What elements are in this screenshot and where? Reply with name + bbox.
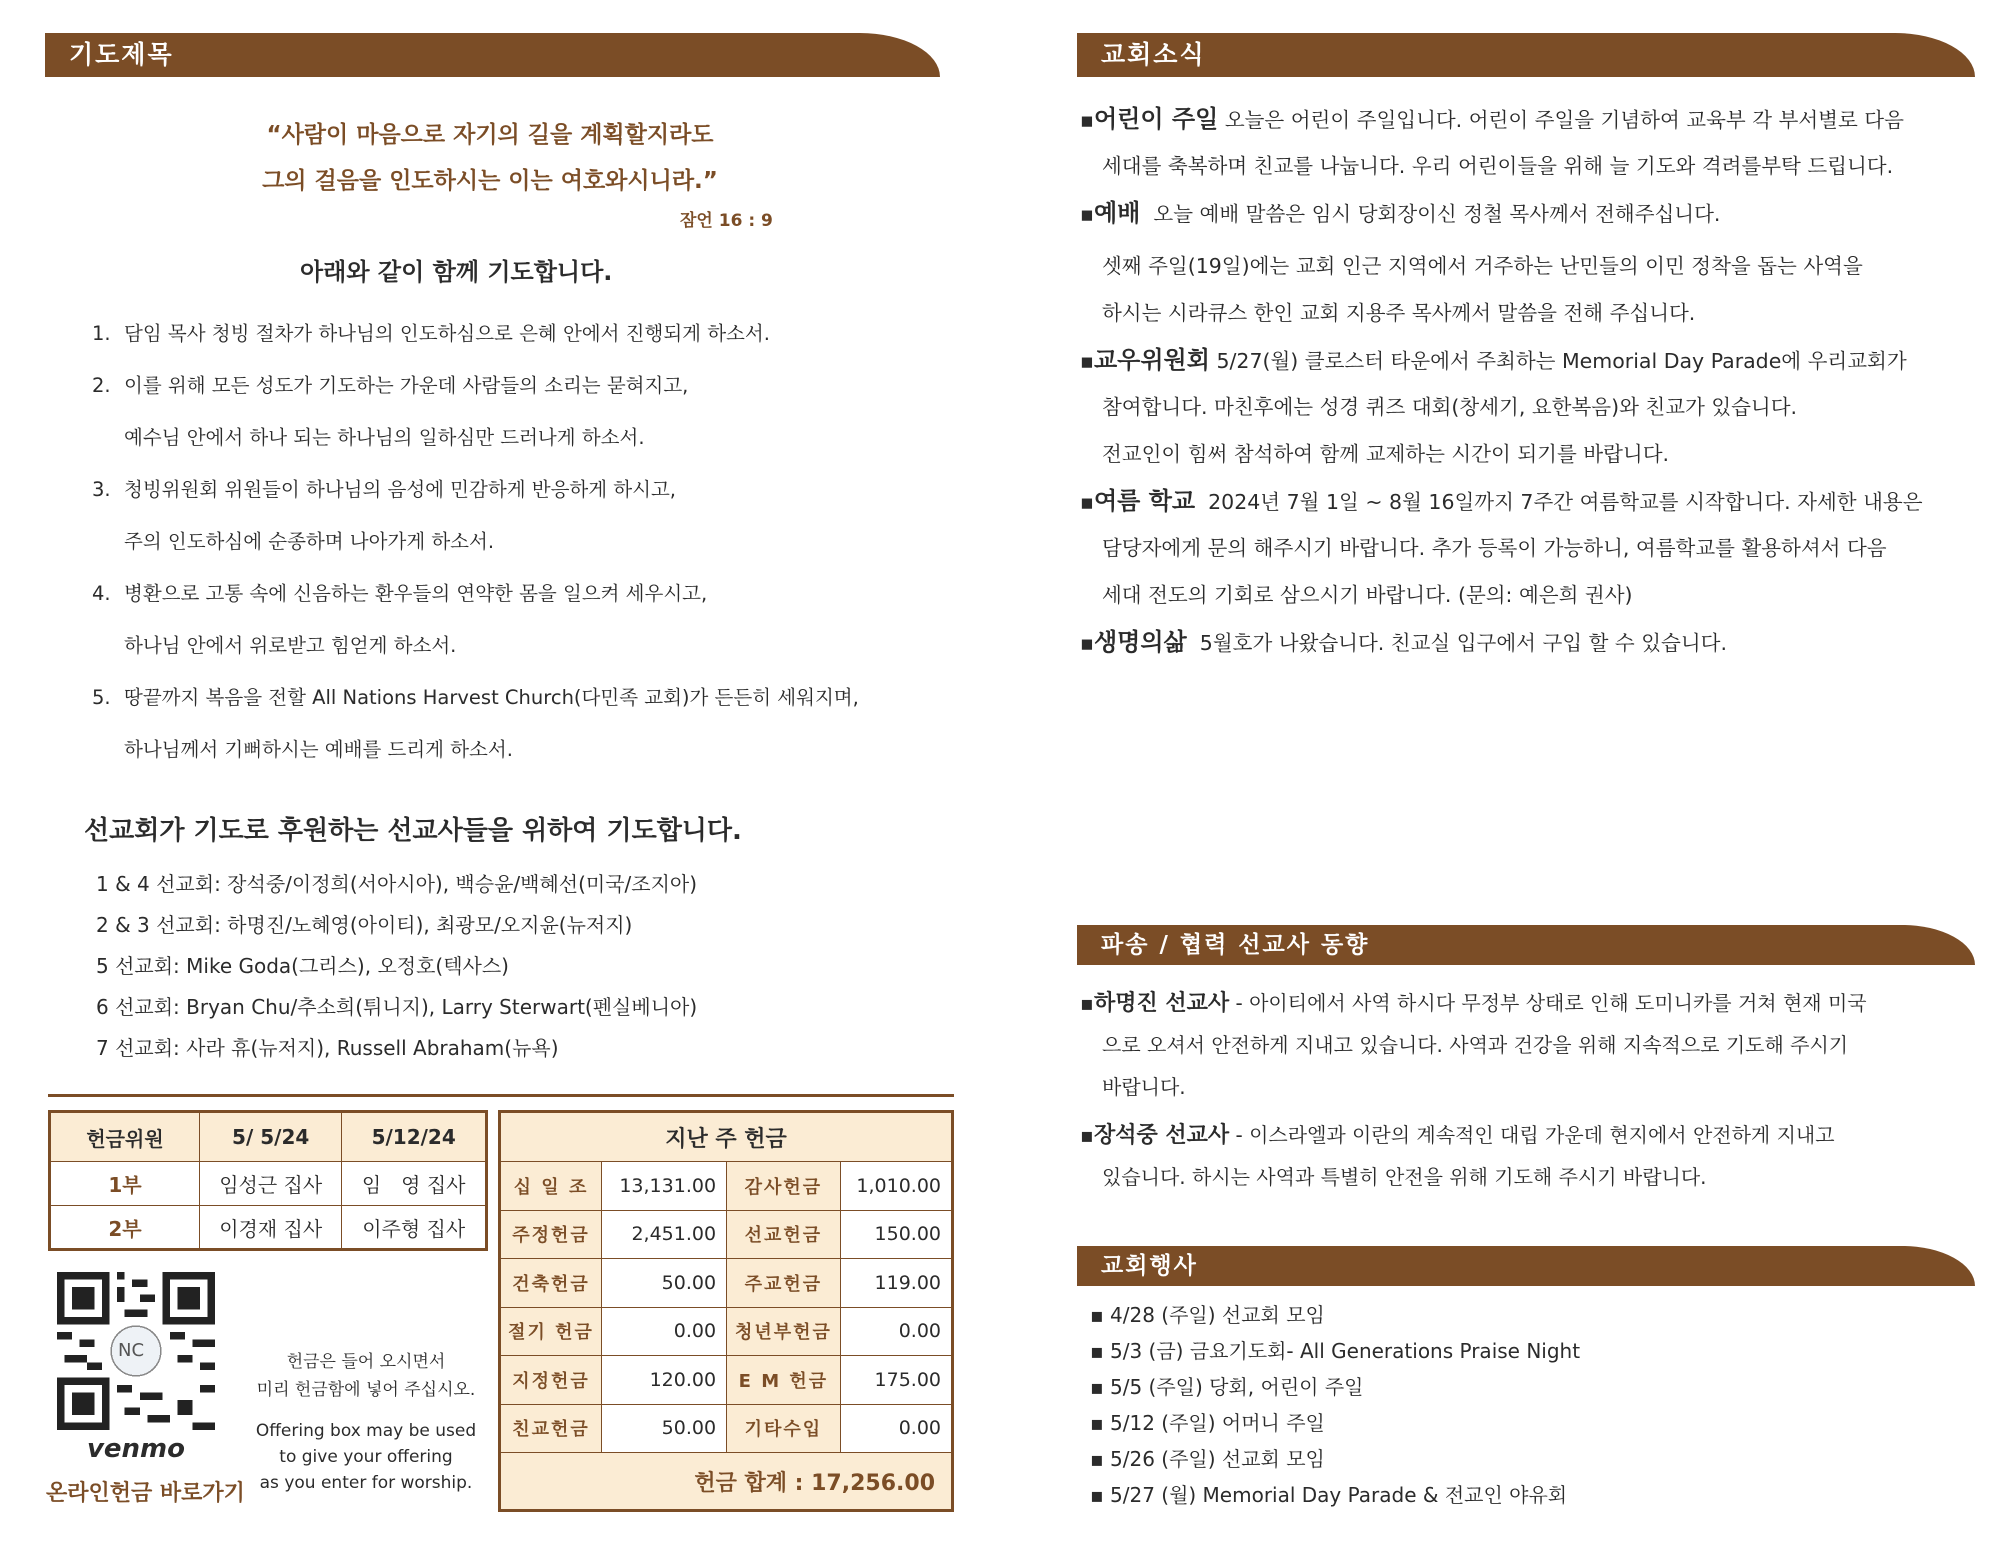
news-item-continued: 바랍니다. xyxy=(1102,1075,1186,1099)
note-ko-1: 헌금은 들어 오시면서 xyxy=(286,1352,446,1372)
church-news xyxy=(1080,96,1980,666)
list-item: 5. 땅끝까지 복음을 전할 All Nations Harvest Church(다민족 교회)가 든든히 세워지며, xyxy=(92,686,859,709)
list-item: ▪ 5/12 (주일) 어머니 주일 xyxy=(1090,1411,1325,1435)
news-item-continued: 세대 전도의 기회로 삼으시기 바랍니다. (문의: 예은희 권사) xyxy=(1102,583,1633,607)
list-item: 1. 담임 목사 청빙 절차가 하나님의 인도하심으로 은혜 안에서 진행되게 하소서. xyxy=(92,322,770,345)
news-item-continued: 하시는 시라큐스 한인 교회 지용주 목사께서 말씀을 전해 주십니다. xyxy=(1102,301,1696,325)
news-item-continued: 담당자에게 문의 해주시기 바랍니다. 추가 등록이 가능하니, 여름학교를 활용하셔서 다음 xyxy=(1102,536,1887,560)
church-events xyxy=(1090,1297,1580,1513)
news-item: ▪여름 학교 2024년 7월 1일 ~ 8월 16일까지 7주간 여름학교를 시작합니다. 자세한 내용은 xyxy=(1080,487,1923,515)
table-row: 친교헌금 50.00 기타수입 0.00 xyxy=(500,1404,953,1453)
scripture-quote xyxy=(210,112,770,204)
list-item: 1 & 4 선교회: 장석중/이정희(서아시아), 백승윤/백혜선(미국/조지아) xyxy=(96,872,698,896)
missionary-banner: 파송 / 협력 선교사 동향 xyxy=(1077,925,1975,965)
prayer-list xyxy=(92,308,992,776)
news-item: ▪장석중 선교사 - 이스라엘과 이란의 계속적인 대립 가운데 현지에서 안전하게 지내고 xyxy=(1080,1123,1835,1148)
note-ko-2: 미리 헌금함에 넣어 주십시오. xyxy=(256,1380,476,1400)
news-item-continued: 참여합니다. 마친후에는 성경 퀴즈 대회(창세기, 요한복음)와 친교가 있습니다. xyxy=(1102,395,1798,419)
list-item: 5 선교회: Mike Goda(그리스), 오정호(텍사스) xyxy=(96,954,509,978)
list-item: 6 선교회: Bryan Chu/추소희(튀니지), Larry Sterwart(펜실베니아) xyxy=(96,995,698,1019)
quote-reference: 잠언 16 : 9 xyxy=(680,211,773,231)
offering-committee-table xyxy=(48,1110,488,1251)
news-item-continued: 으로 오셔서 안전하게 지내고 있습니다. 사역과 건강을 위해 지속적으로 기도해 주시기 xyxy=(1102,1033,1849,1057)
table-row: 절기 헌금 0.00 청년부헌금 0.00 xyxy=(500,1307,953,1356)
news-item: ▪교우위원회 5/27(월) 클로스터 타운에서 주최하는 Memorial Day Parade에 우리교회가 xyxy=(1080,346,1907,374)
list-item: 7 선교회: 사라 휴(뉴저지), Russell Abraham(뉴욕) xyxy=(96,1036,559,1060)
missions-list xyxy=(96,864,697,1069)
events-banner: 교회행사 xyxy=(1077,1246,1975,1286)
list-item: ▪ 5/3 (금) 금요기도회- All Generations Praise Night xyxy=(1090,1339,1581,1363)
news-item: ▪하명진 선교사 - 아이티에서 사역 하시다 무정부 상태로 인해 도미니카를 거쳐 현재 미국 xyxy=(1080,991,1867,1016)
list-item-continued: 주의 인도하심에 순종하며 나아가게 하소서. xyxy=(124,530,495,553)
news-item-continued: 전교인이 힘써 참석하여 함께 교제하는 시간이 되기를 바랍니다. xyxy=(1102,442,1670,466)
news-item-continued: 셋째 주일(19일)에는 교회 인근 지역에서 거주하는 난민들의 이민 정착을 돕는 사역을 xyxy=(1102,254,1863,278)
list-item-continued: 하나님 안에서 위로받고 힘얻게 하소서. xyxy=(124,634,457,657)
missionary-news xyxy=(1080,982,1980,1198)
finance-title: 지난 주 헌금 xyxy=(500,1112,953,1162)
list-item: 2 & 3 선교회: 하명진/노혜영(아이티), 최광모/오지윤(뉴저지) xyxy=(96,913,633,937)
table-row: 2부 이경재 집사 이주형 집사 xyxy=(50,1206,487,1250)
list-item-continued: 하나님께서 기뻐하시는 예배를 드리게 하소서. xyxy=(124,738,513,761)
news-item-continued: 있습니다. 하시는 사역과 특별히 안전을 위해 기도해 주시기 바랍니다. xyxy=(1102,1165,1707,1189)
list-item: ▪ 5/26 (주일) 선교회 모임 xyxy=(1090,1447,1325,1471)
list-item: 3. 청빙위원회 위원들이 하나님의 음성에 민감하게 반응하게 하시고, xyxy=(92,478,676,501)
table-header: 헌금위원 xyxy=(50,1112,200,1162)
quote-line-1: “사람이 마음으로 자기의 길을 계획할지라도 xyxy=(266,122,714,148)
venmo-logo: venmo xyxy=(86,1434,186,1464)
list-item-continued: 예수님 안에서 하나 되는 하나님의 일하심만 드러나게 하소서. xyxy=(124,426,645,449)
quote-line-2: 그의 걸음을 인도하시는 이는 여호와시니라.” xyxy=(262,168,718,194)
note-en-1: Offering box may be used xyxy=(255,1421,477,1441)
offering-total: 헌금 합계 : 17,256.00 xyxy=(500,1453,953,1511)
prayer-heading: 아래와 같이 함께 기도합니다. xyxy=(300,258,613,286)
missions-heading: 선교회가 기도로 후원하는 선교사들을 위하여 기도합니다. xyxy=(84,816,742,846)
news-item: ▪생명의삶 5월호가 나왔습니다. 친교실 입구에서 구입 할 수 있습니다. xyxy=(1080,628,1727,656)
news-item: ▪예배 오늘 예배 말씀은 임시 당회장이신 정철 목사께서 전해주십니다. xyxy=(1080,199,1721,227)
table-row: 십 일 조 13,131.00 감사헌금 1,010.00 xyxy=(500,1162,953,1211)
news-item-continued: 세대를 축복하며 친교를 나눕니다. 우리 어린이들을 위해 늘 기도와 격려를부탁 드립니다. xyxy=(1102,154,1894,178)
online-offering-link[interactable]: 온라인헌금 바로가기 xyxy=(46,1481,245,1506)
table-header: 5/12/24 xyxy=(342,1112,487,1162)
list-item: ▪ 4/28 (주일) 선교회 모임 xyxy=(1090,1303,1325,1327)
list-item: ▪ 5/27 (월) Memorial Day Parade & 전교인 야유회 xyxy=(1090,1483,1568,1507)
offering-finance-table xyxy=(498,1110,954,1512)
note-en-2: to give your offering xyxy=(279,1447,453,1467)
table-row: 지정헌금 120.00 E M 헌금 175.00 xyxy=(500,1356,953,1405)
table-header: 5/ 5/24 xyxy=(200,1112,342,1162)
list-item: ▪ 5/5 (주일) 당회, 어린이 주일 xyxy=(1090,1375,1364,1399)
prayer-banner: 기도제목 xyxy=(45,33,940,77)
list-item: 4. 병환으로 고통 속에 신음하는 환우들의 연약한 몸을 일으켜 세우시고, xyxy=(92,582,708,605)
table-row: 주정헌금 2,451.00 선교헌금 150.00 xyxy=(500,1210,953,1259)
qr-center-label: NC xyxy=(118,1340,145,1361)
list-item: 2. 이를 위해 모든 성도가 기도하는 가운데 사람들의 소리는 묻혀지고, xyxy=(92,374,689,397)
news-item: ▪어린이 주일 오늘은 어린이 주일입니다. 어린이 주일을 기념하여 교육부 각 부서별로 다음 xyxy=(1080,105,1904,133)
offering-note xyxy=(246,1348,486,1496)
table-row: 건축헌금 50.00 주교헌금 119.00 xyxy=(500,1259,953,1308)
table-row: 1부 임성근 집사 임 영 집사 xyxy=(50,1162,487,1206)
news-banner: 교회소식 xyxy=(1077,33,1975,77)
note-en-3: as you enter for worship. xyxy=(259,1473,473,1493)
section-divider xyxy=(48,1094,954,1097)
